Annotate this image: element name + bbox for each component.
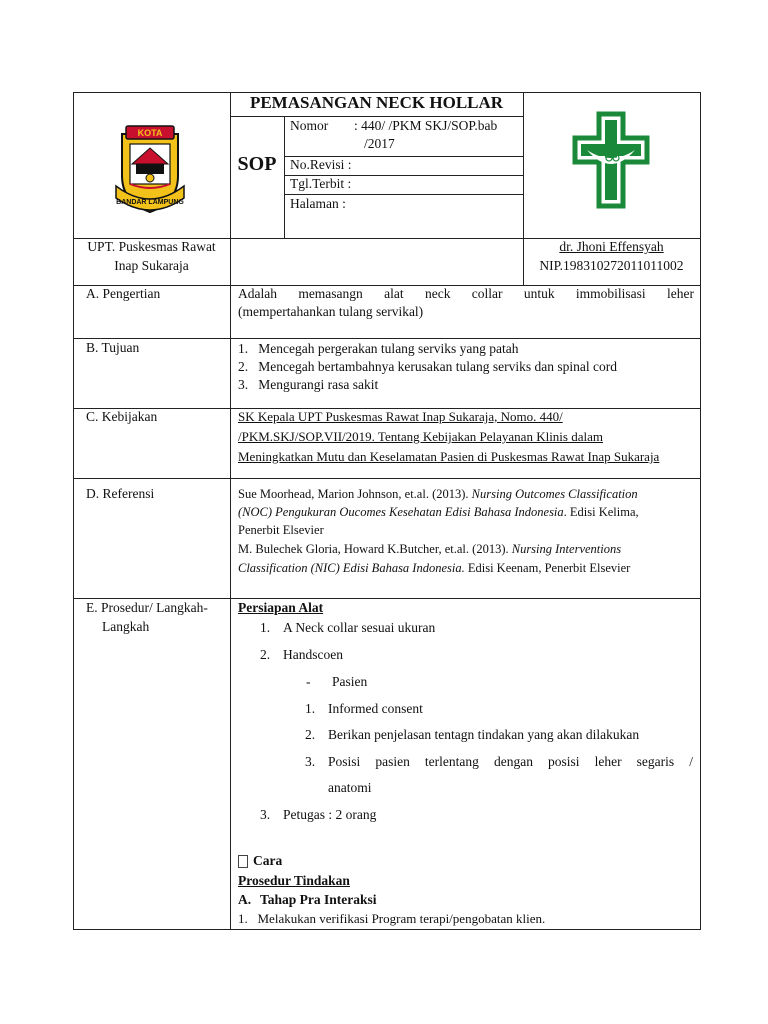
city-emblem-logo (112, 120, 188, 216)
section-label-tujuan: B. Tujuan (86, 340, 140, 355)
alat-item-2-number: 2. (260, 647, 271, 662)
halaman-label: Halaman : (290, 196, 346, 211)
alat-item-1-number: 1. (260, 620, 271, 635)
alat-item-1-text: A Neck collar sesuai ukuran (283, 620, 436, 635)
reference-1-line2 (238, 505, 639, 520)
tujuan-item-2: 2. Mencegah bertambahnya kerusakan tulang serviks dan spinal cord (238, 359, 618, 374)
reference-2-edition: Edisi Keenam, Penerbit Elsevier (464, 561, 631, 575)
org-name-line2: Inap Sukaraja (114, 258, 189, 273)
nomor-value-cont: /2017 (364, 136, 395, 151)
alat-item-2-text: Handscoen (283, 647, 343, 662)
pasien-label: Pasien (332, 674, 368, 689)
reference-2-title-a: Nursing Interventions (511, 542, 622, 556)
prosedur-tindakan-heading: Prosedur Tindakan (238, 873, 350, 888)
org-name-line1: UPT. Puskesmas Rawat (87, 239, 216, 254)
section-label-prosedur-cont: Langkah (102, 619, 150, 634)
section-label-prosedur: E. Prosedur/ Langkah- (86, 600, 208, 615)
tujuan-item-3: 3. Mengurangi rasa sakit (238, 377, 379, 392)
kebijakan-line2: /PKM.SKJ/SOP.VII/2019. Tentang Kebijakan Pelayanan Klinis dalam (238, 429, 603, 444)
petugas-number: 3. (260, 807, 271, 822)
divider-sop (284, 116, 285, 238)
section-label-referensi: D. Referensi (86, 486, 155, 501)
pasien-item-1-number: 1. (305, 701, 316, 716)
reference-1-edition: . Edisi Kelima, (563, 505, 639, 519)
pasien-item-2-text: Berikan penjelasan tentagn tindakan yang akan dilakukan (328, 727, 640, 742)
reference-2-authors: M. Bulechek Gloria, Howard K.Butcher, et.al. (2013). (238, 542, 512, 556)
divider-row-kebijakan (73, 478, 701, 479)
divider-row-pengertian (73, 338, 701, 339)
signatory-name: dr. Jhoni Effensyah (559, 239, 664, 254)
reference-2-title-b: Classification (NIC) Edisi Bahasa Indonesia. (238, 561, 465, 575)
signatory-nip: NIP.198310272011011002 (539, 258, 684, 273)
pasien-dash: - (306, 674, 311, 689)
pasien-item-3-text: Posisi pasien terlentang dengan posisi leher segaris / (328, 754, 693, 769)
pasien-item-3-number: 3. (305, 754, 316, 769)
divider-col-left (230, 92, 231, 930)
petugas-text: Petugas : 2 orang (283, 807, 377, 822)
cara-bullet-icon (238, 855, 248, 868)
section-label-pengertian: A. Pengertian (86, 286, 161, 301)
table-border-left (73, 92, 74, 930)
table-border-bottom (73, 929, 701, 930)
table-border-right (700, 92, 701, 930)
divider-title-bottom (230, 116, 523, 117)
terbit-label: Tgl.Terbit : (290, 176, 352, 191)
divider-row-referensi (73, 598, 701, 599)
kebijakan-line1: SK Kepala UPT Puskesmas Rawat Inap Sukaraja, Nomo. 440/ (238, 409, 563, 424)
reference-1-title-b: (NOC) Pengukuran Oucomes Kesehatan Edisi Bahasa Indonesia (238, 505, 564, 519)
divider-col-right (523, 92, 524, 286)
cara-heading: Cara (253, 853, 283, 868)
reference-1-line1 (238, 487, 638, 502)
reference-1-title-a: Nursing Outcomes Classification (471, 487, 638, 501)
reference-1-authors: Sue Moorhead, Marion Johnson, et.al. (2013). (238, 487, 472, 501)
emblem-top-text: KOTA (137, 128, 163, 138)
page-title: PEMASANGAN NECK HOLLAR (249, 93, 504, 112)
revisi-label: No.Revisi : (290, 157, 352, 172)
emblem-bottom-text: BANDAR LAMPUNG (116, 199, 184, 206)
persiapan-alat-heading: Persiapan Alat (238, 600, 324, 615)
puskesmas-logo (571, 110, 651, 210)
divider-terbit-bottom (284, 194, 523, 195)
nomor-label: Nomor (290, 118, 329, 133)
pasien-item-1-text: Informed consent (328, 701, 423, 716)
kebijakan-line3: Meningkatkan Mutu dan Keselamatan Pasien di Puskesmas Rawat Inap Sukaraja (238, 449, 660, 464)
tahap-heading: Tahap Pra Interaksi (260, 892, 377, 907)
pasien-item-3-text-cont: anatomi (328, 780, 372, 795)
step-1: 1. Melakukan verifikasi Program terapi/pengobatan klien. (238, 911, 546, 926)
pengertian-line1: Adalah memasangn alat neck collar untuk immobilisasi leher (238, 286, 694, 301)
reference-2-line1 (238, 542, 621, 557)
tahap-number: A. (238, 892, 252, 907)
sop-label: SOP (237, 153, 277, 175)
section-label-kebijakan: C. Kebijakan (86, 409, 158, 424)
reference-2-line2 (238, 561, 630, 576)
tujuan-item-1: 1. Mencegah pergerakan tulang serviks yang patah (238, 341, 519, 356)
pengertian-line2: (mempertahankan tulang servikal) (238, 304, 424, 319)
nomor-value: : 440/ /PKM SKJ/SOP.bab (354, 118, 498, 133)
reference-1-publisher: Penerbit Elsevier (238, 523, 324, 537)
pasien-item-2-number: 2. (305, 727, 316, 742)
